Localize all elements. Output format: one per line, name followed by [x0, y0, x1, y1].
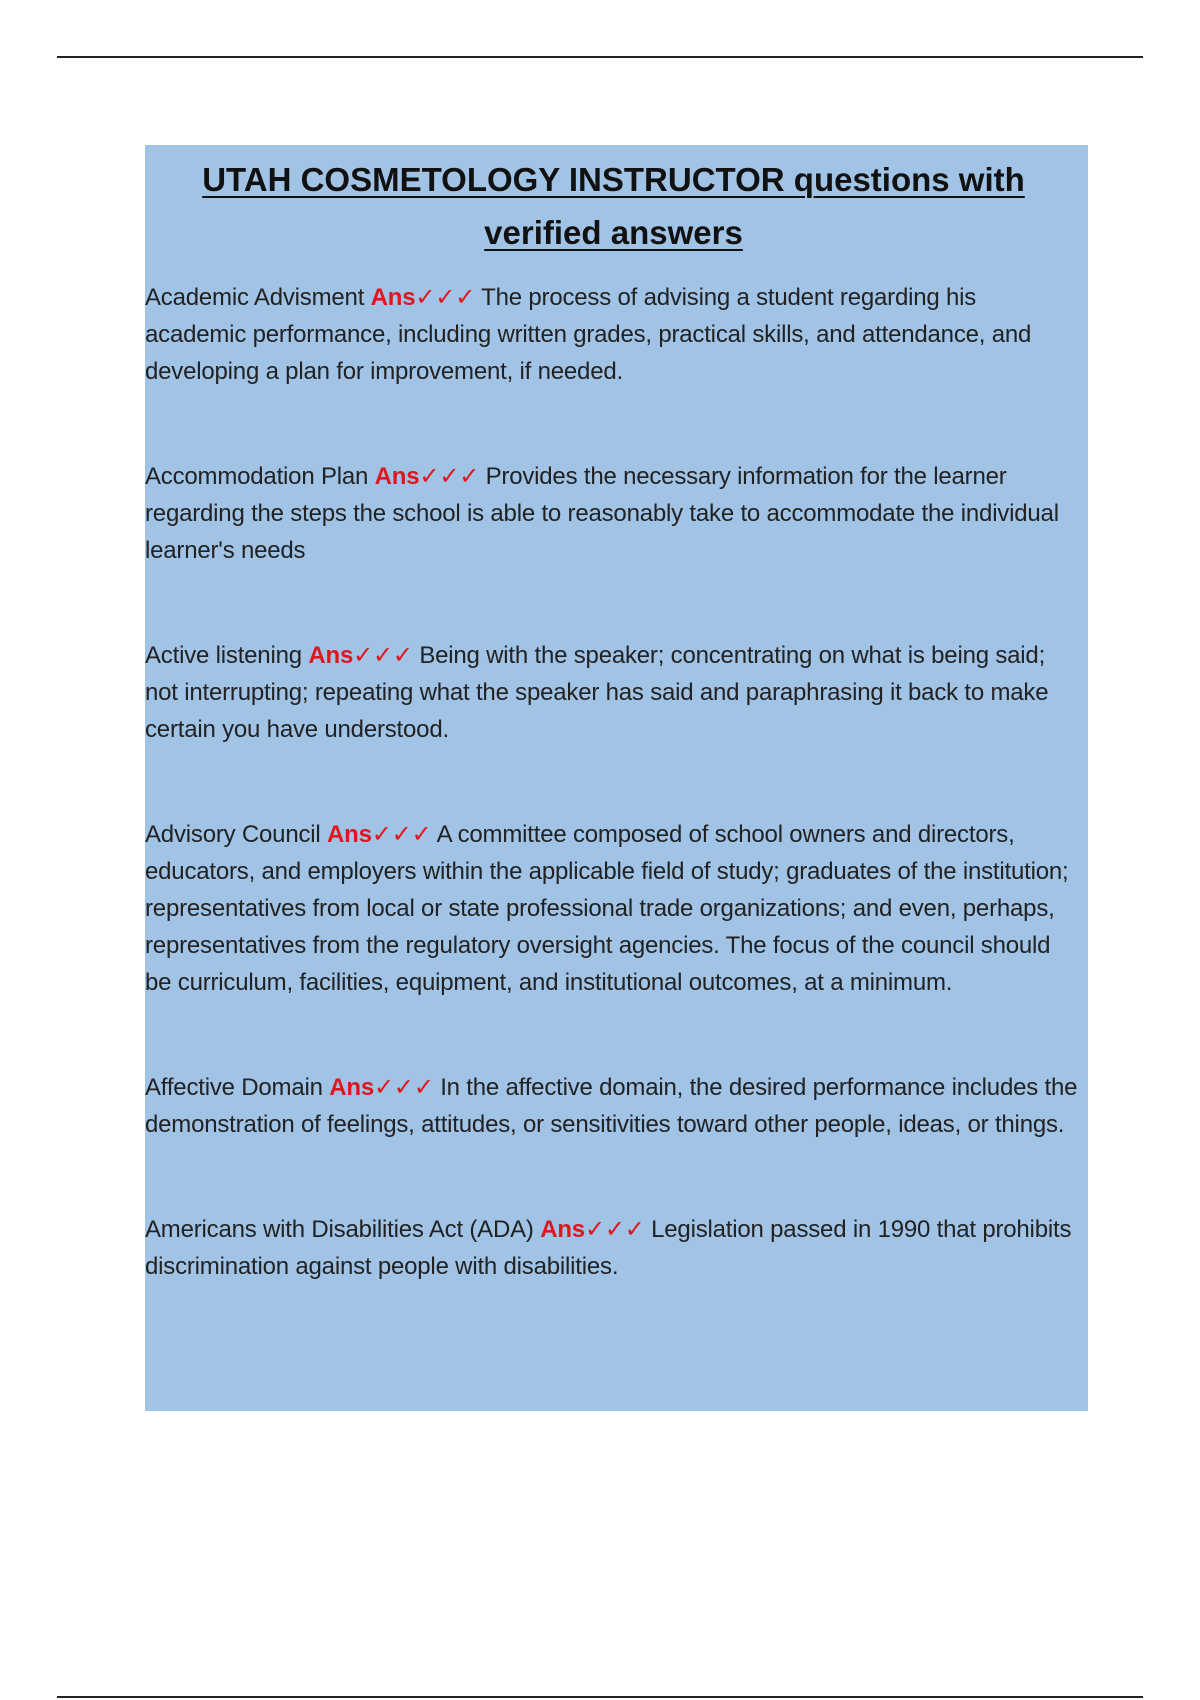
- entry-definition: Being with the speaker; concentrating on what is being said; not interrupting; repeating what the speaker has said and paraphrasing it back to make certain you have understood.: [145, 642, 1049, 743]
- qa-entry: [145, 816, 1082, 1001]
- qa-entry: [145, 1069, 1082, 1143]
- entry-definition: Legislation passed in 1990 that prohibits discrimination against people with disabilities.: [145, 1216, 1072, 1280]
- entry-term: Advisory Council: [145, 821, 321, 848]
- entry-definition: Provides the necessary information for the learner regarding the steps the school is able to reasonably take to accommodate the individual learner's needs: [145, 463, 1059, 564]
- entry-term: Americans with Disabilities Act (ADA): [145, 1216, 534, 1243]
- answer-label: Ans: [374, 463, 420, 490]
- bottom-divider: [57, 1696, 1143, 1698]
- checkmarks-icon: ✓✓✓: [374, 1074, 434, 1101]
- qa-entry: [145, 1211, 1082, 1285]
- entry-term: Affective Domain: [145, 1074, 323, 1101]
- entry-term: Accommodation Plan: [145, 463, 369, 490]
- entry-definition: In the affective domain, the desired performance includes the demonstration of feelings, attitudes, or sensitivities toward other people, ideas, or things.: [145, 1074, 1078, 1138]
- answer-label: Ans: [540, 1216, 585, 1243]
- checkmarks-icon: ✓✓✓: [584, 1216, 645, 1243]
- qa-entry: [145, 458, 1082, 569]
- entry-term: Academic Advisment: [145, 284, 365, 311]
- page-title: UTAH COSMETOLOGY INSTRUCTOR questions with verified answers: [202, 161, 1025, 251]
- top-divider: [57, 56, 1143, 58]
- answer-label: Ans: [308, 642, 354, 669]
- answer-label: Ans: [327, 821, 372, 848]
- qa-entry: [145, 279, 1082, 390]
- answer-label: Ans: [370, 284, 416, 311]
- entry-definition: The process of advising a student regarding his academic performance, including written grades, practical skills, and attendance, and developing a plan for improvement, if needed.: [145, 284, 1032, 385]
- checkmarks-icon: ✓✓✓: [371, 821, 432, 848]
- checkmarks-icon: ✓✓✓: [419, 463, 480, 490]
- entry-term: Active listening: [145, 642, 302, 669]
- qa-entry: [145, 637, 1082, 748]
- checkmarks-icon: ✓✓✓: [353, 642, 413, 669]
- content-panel: [145, 145, 1088, 1411]
- entry-definition: A committee composed of school owners and directors, educators, and employers within the applicable field of study; graduates of the institution; representatives from local or state professional trade organizations; and even, perhaps, representatives from the regulatory oversight agencies. The focus of the council should be curriculum, facilities, equipment, and institutional outcomes, at a minimum.: [145, 821, 1069, 996]
- answer-label: Ans: [329, 1074, 374, 1101]
- checkmarks-icon: ✓✓✓: [415, 284, 476, 311]
